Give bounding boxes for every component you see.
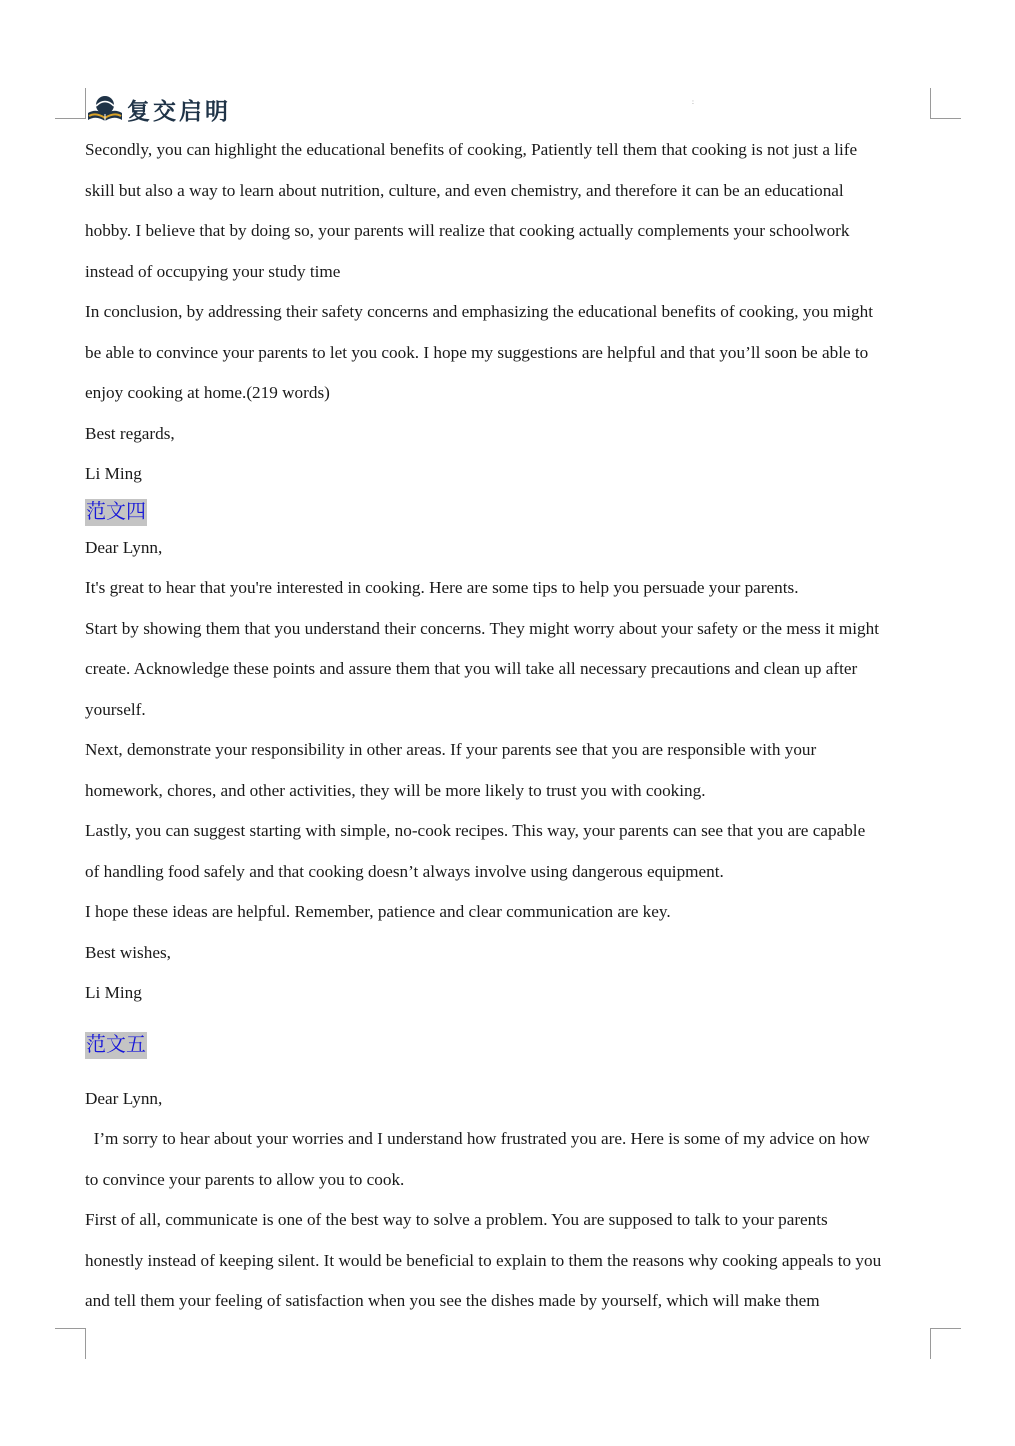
section-heading-4: 范文四: [85, 499, 147, 526]
greeting-line: Dear Lynn,: [85, 537, 163, 557]
signature-line: Li Ming: [85, 983, 142, 1002]
paragraph-line: skill but also a way to learn about nutrition, culture, and even chemistry, and therefore it can be an educational: [85, 180, 844, 200]
logo-text: 复交启明: [127, 97, 231, 125]
section-heading-5: 范文五: [85, 1032, 147, 1059]
document-body: [85, 130, 935, 1322]
greeting-line: Dear Lynn,: [85, 1088, 163, 1108]
paragraph-line: create. Acknowledge these points and assure them that you will take all necessary precautions and clean up after: [85, 659, 858, 678]
paragraph-line: Lastly, you can suggest starting with simple, no-cook recipes. This way, your parents can see that you are capable: [85, 821, 866, 840]
paragraph-line: of handling food safely and that cooking doesn’t always involve using dangerous equipment.: [85, 861, 724, 881]
paragraph-line: Secondly, you can highlight the educational benefits of cooking, Patiently tell them that cooking is not just a life: [85, 140, 858, 159]
paragraph-line: In conclusion, by addressing their safety concerns and emphasizing the educational benefits of cooking, you might: [85, 302, 874, 321]
paragraph-line: honestly instead of keeping silent. It would be beneficial to explain to them the reasons why cooking appeals to you: [85, 1250, 882, 1270]
paragraph-line: I hope these ideas are helpful. Remember, patience and clear communication are key.: [85, 902, 671, 921]
crop-mark-bottom-right: [930, 1328, 961, 1359]
paragraph-line: Start by showing them that you understand their concerns. They might worry about your safety or the mess it might: [85, 618, 879, 638]
paragraph-line: be able to convince your parents to let you cook. I hope my suggestions are helpful and that you’ll soon be able to: [85, 342, 869, 362]
paragraph-line: First of all, communicate is one of the best way to solve a problem. You are supposed to talk to your parents: [85, 1210, 828, 1229]
closing-line: Best wishes,: [85, 942, 171, 962]
paragraph-line: yourself.: [85, 699, 146, 719]
closing-line: Best regards,: [85, 423, 175, 443]
book-logo-icon: [86, 93, 124, 125]
paragraph-line: enjoy cooking at home.(219 words): [85, 383, 330, 402]
paragraph-line: I’m sorry to hear about your worries and I understand how frustrated you are. Here is some of my advice on how: [85, 1129, 870, 1148]
header-logo: [86, 92, 231, 126]
paragraph-line: instead of occupying your study time: [85, 261, 341, 281]
paragraph-line: It's great to hear that you're interested in cooking. Here are some tips to help you persuade your parents.: [85, 578, 799, 597]
signature-line: Li Ming: [85, 464, 142, 483]
paragraph-line: hobby. I believe that by doing so, your parents will realize that cooking actually complements your schoolwork: [85, 221, 850, 240]
crop-mark-top-left: [55, 88, 86, 119]
paragraph-line: Next, demonstrate your responsibility in other areas. If your parents see that you are responsible with your: [85, 740, 817, 759]
scan-mark: :: [692, 98, 694, 106]
crop-mark-top-right: [930, 88, 961, 119]
paragraph-line: to convince your parents to allow you to cook.: [85, 1169, 405, 1189]
paragraph-line: homework, chores, and other activities, they will be more likely to trust you with cooking.: [85, 780, 706, 800]
crop-mark-bottom-left: [55, 1328, 86, 1359]
paragraph-line: and tell them your feeling of satisfaction when you see the dishes made by yourself, which will make them: [85, 1291, 820, 1310]
